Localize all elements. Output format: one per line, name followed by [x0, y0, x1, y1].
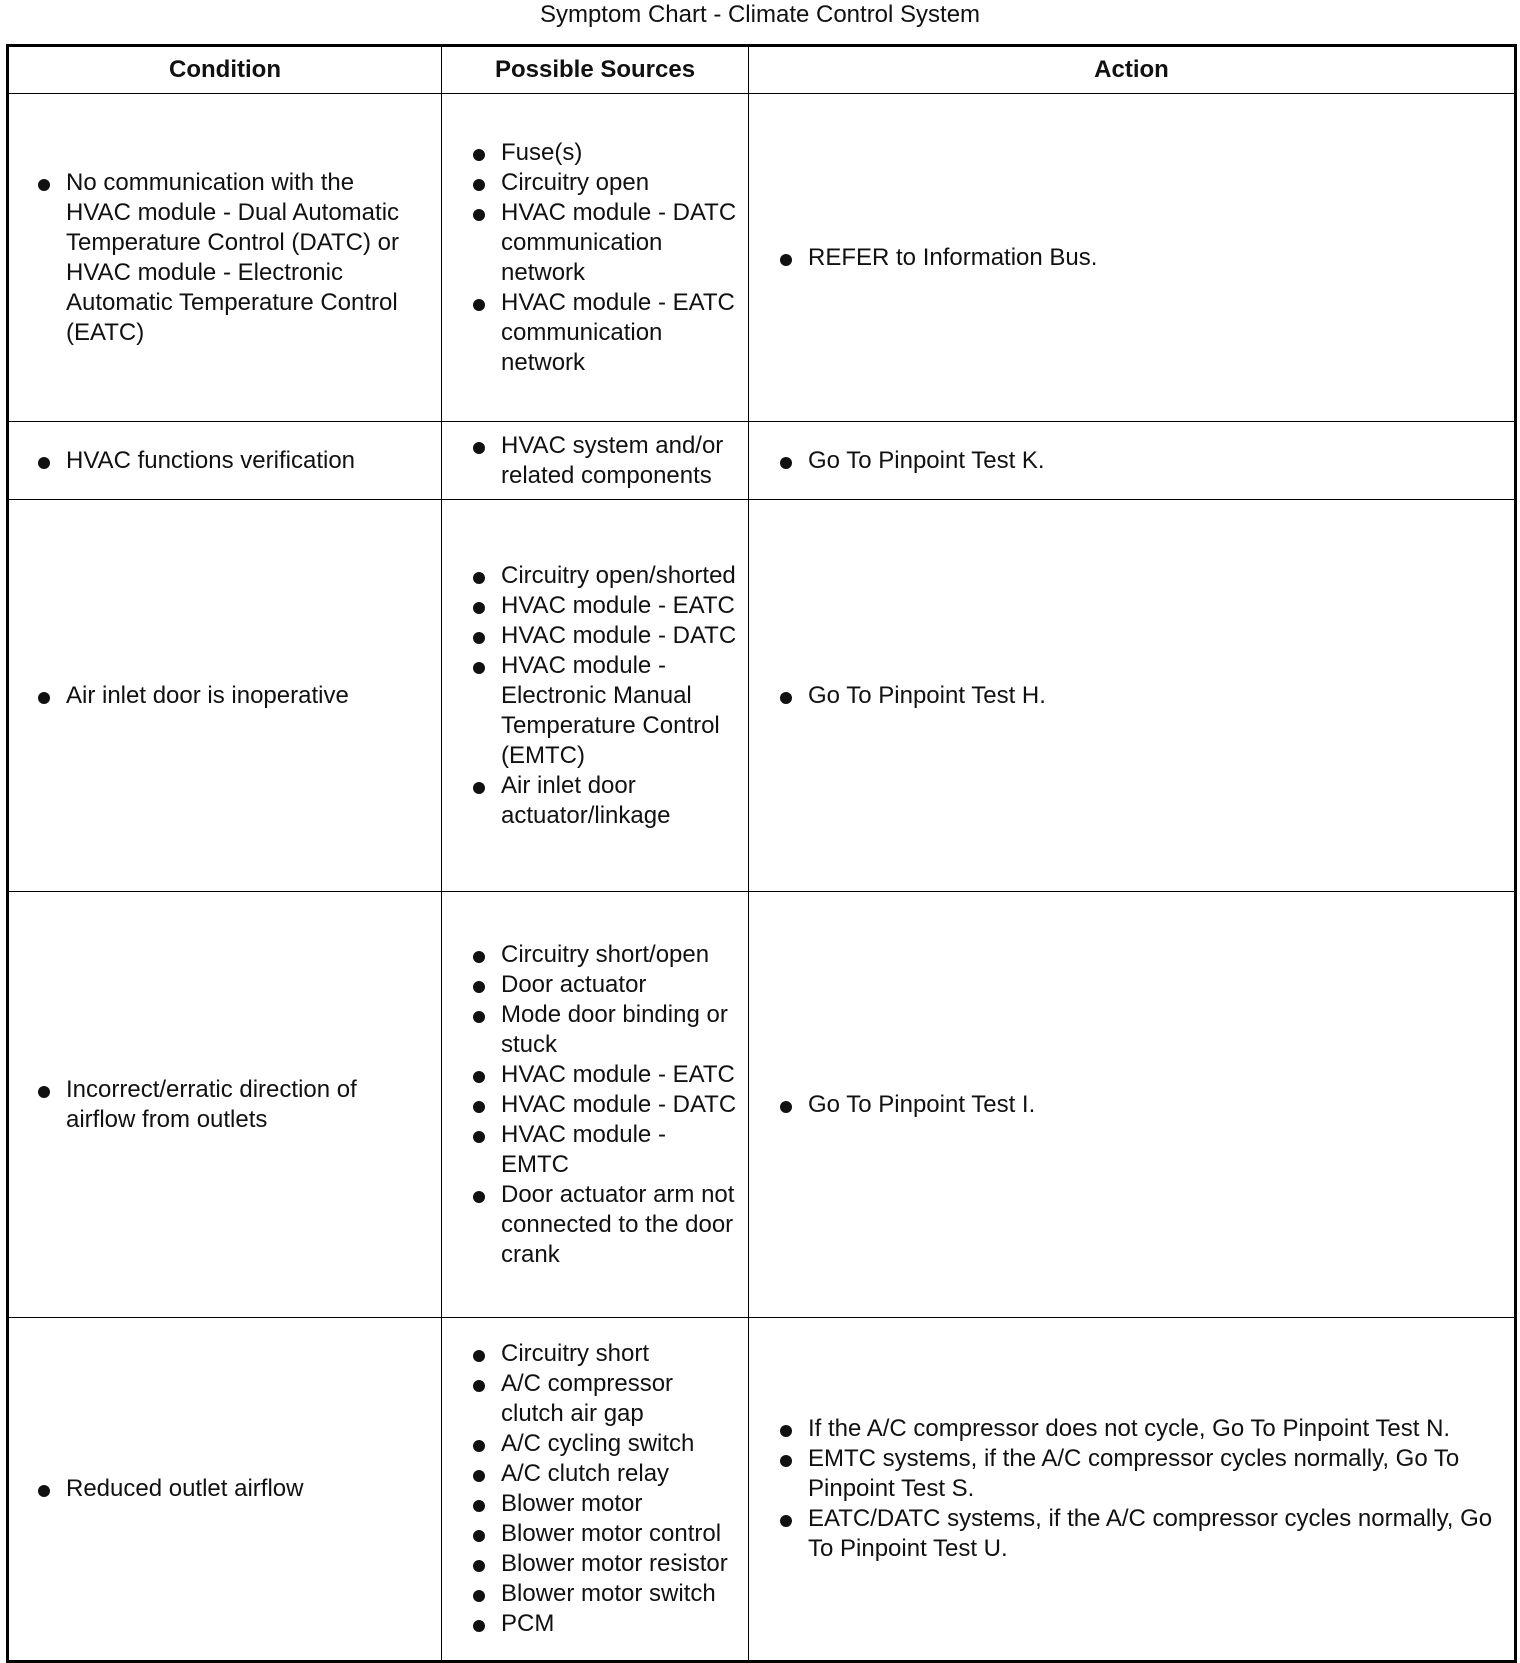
- sources-cell: [442, 1318, 749, 1662]
- condition-cell: [8, 1318, 442, 1662]
- source-item: Fuse(s): [501, 138, 740, 168]
- symptom-table: [6, 44, 1517, 1663]
- source-item: PCM: [501, 1609, 740, 1639]
- source-item: HVAC module - DATC: [501, 621, 740, 651]
- source-item: Door actuator arm not connected to the door crank: [501, 1180, 740, 1270]
- table-row: [8, 422, 1516, 500]
- action-cell: [749, 892, 1516, 1318]
- header-sources: Possible Sources: [442, 46, 749, 94]
- action-cell: [749, 94, 1516, 422]
- source-item: Circuitry short: [501, 1339, 740, 1369]
- chart-title: Symptom Chart - Climate Control System: [539, 1, 981, 28]
- source-item: Circuitry open: [501, 168, 740, 198]
- source-item: HVAC module - EATC: [501, 591, 740, 621]
- condition-item: HVAC functions verification: [66, 446, 425, 476]
- source-item: HVAC system and/or related components: [501, 431, 740, 491]
- table-row: [8, 1318, 1516, 1662]
- action-item: Go To Pinpoint Test H.: [808, 681, 1500, 711]
- action-item: Go To Pinpoint Test K.: [808, 446, 1500, 476]
- condition-item: Incorrect/erratic direction of airflow from outlets: [66, 1075, 425, 1135]
- condition-cell: [8, 500, 442, 892]
- source-item: Blower motor resistor: [501, 1549, 740, 1579]
- source-item: HVAC module - EMTC: [501, 1120, 740, 1180]
- source-item: HVAC module - EATC communication network: [501, 288, 740, 378]
- sources-cell: [442, 422, 749, 500]
- table-row: [8, 500, 1516, 892]
- source-item: A/C cycling switch: [501, 1429, 740, 1459]
- action-cell: [749, 422, 1516, 500]
- action-item: EMTC systems, if the A/C compressor cycles normally, Go To Pinpoint Test S.: [808, 1444, 1500, 1504]
- source-item: Mode door binding or stuck: [501, 1000, 740, 1060]
- source-item: HVAC module - DATC: [501, 1090, 740, 1120]
- action-item: EATC/DATC systems, if the A/C compressor cycles normally, Go To Pinpoint Test U.: [808, 1504, 1500, 1564]
- source-item: A/C clutch relay: [501, 1459, 740, 1489]
- condition-item: No communication with the HVAC module - Dual Automatic Temperature Control (DATC) or HVAC module - Electronic Automatic Temperature Control (EATC): [66, 168, 425, 348]
- source-item: Blower motor switch: [501, 1579, 740, 1609]
- action-item: If the A/C compressor does not cycle, Go To Pinpoint Test N.: [808, 1414, 1500, 1444]
- condition-item: Reduced outlet airflow: [66, 1474, 425, 1504]
- source-item: A/C compressor clutch air gap: [501, 1369, 740, 1429]
- source-item: Air inlet door actuator/linkage: [501, 771, 740, 831]
- table-row: [8, 94, 1516, 422]
- source-item: HVAC module - Electronic Manual Temperature Control (EMTC): [501, 651, 740, 771]
- action-cell: [749, 1318, 1516, 1662]
- condition-item: Air inlet door is inoperative: [66, 681, 425, 711]
- source-item: Blower motor: [501, 1489, 740, 1519]
- action-item: Go To Pinpoint Test I.: [808, 1090, 1500, 1120]
- source-item: HVAC module - EATC: [501, 1060, 740, 1090]
- source-item: Door actuator: [501, 970, 740, 1000]
- source-item: HVAC module - DATC communication network: [501, 198, 740, 288]
- condition-cell: [8, 422, 442, 500]
- condition-cell: [8, 892, 442, 1318]
- condition-cell: [8, 94, 442, 422]
- source-item: Blower motor control: [501, 1519, 740, 1549]
- source-item: Circuitry short/open: [501, 940, 740, 970]
- sources-cell: [442, 94, 749, 422]
- action-item: REFER to Information Bus.: [808, 243, 1500, 273]
- table-row: [8, 892, 1516, 1318]
- sources-cell: [442, 500, 749, 892]
- header-condition: Condition: [8, 46, 442, 94]
- action-cell: [749, 500, 1516, 892]
- header-row: [8, 46, 1516, 94]
- sources-cell: [442, 892, 749, 1318]
- source-item: Circuitry open/shorted: [501, 561, 740, 591]
- header-action: Action: [749, 46, 1516, 94]
